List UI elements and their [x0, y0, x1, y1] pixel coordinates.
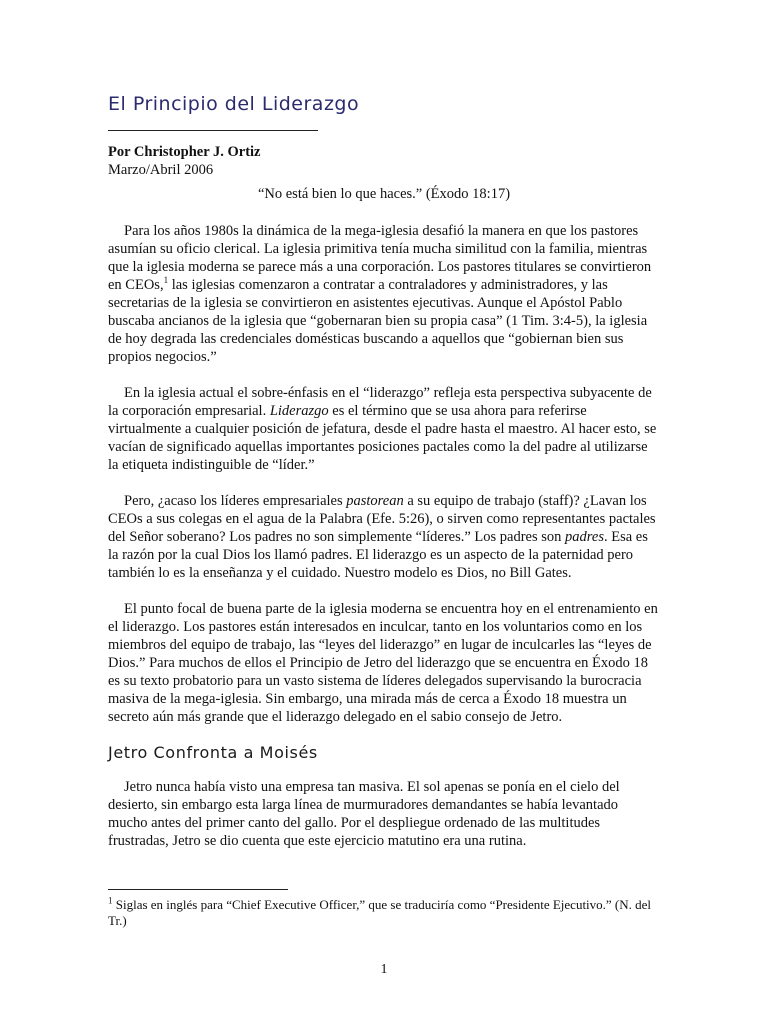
author: Por Christopher J. Ortiz — [108, 144, 261, 160]
paragraph-3 — [108, 492, 660, 582]
footnote-reference: 1 — [163, 275, 169, 286]
emphasis-text: padres — [565, 529, 604, 545]
section-heading: Jetro Confronta a Moisés — [108, 743, 318, 762]
paragraph-text: . Esa es la razón por la cual Dios los llamó padres. El liderazgo es un aspecto de la paternidad pero también lo es la enseñanza y el cuidado. Nuestro modelo es Dios, no Bill Gates. — [108, 529, 648, 581]
footnote-text: Siglas en inglés para “Chief Executive Officer,” que se traduciría como “Presidente Ejecutivo.” (N. del Tr.) — [108, 897, 652, 928]
paragraph-1 — [108, 222, 660, 366]
paragraph-5: Jetro nunca había visto una empresa tan masiva. El sol apenas se ponía en el cielo del desierto, sin embargo esta larga línea de murmuradores demandantes se había levantado mucho antes del primer canto del gallo. Por el despliegue ordenado de las multitudes frustradas, Jetro se dio cuenta que este ejercicio matutino era una rutina. — [108, 779, 620, 849]
page-number: 1 — [380, 962, 388, 977]
footnote-marker: 1 — [108, 895, 113, 906]
paragraph-text: Para los años 1980s la dinámica de la mega-iglesia desafió la manera en que los pastores asumían su oficio clerical. La iglesia primitiva tenía mucha similitud con la familia, mientras que la iglesia moderna se parece más a una corporación. Los pastores titulares se convirtieron en CEOs, — [108, 223, 652, 293]
paragraph-text: Pero, ¿acaso los líderes empresariales — [124, 493, 347, 509]
paragraph-text: En la iglesia actual el sobre-énfasis en el “liderazgo” refleja esta perspectiva subyacente de la corporación empresarial. — [108, 385, 652, 419]
paragraph-2 — [108, 384, 660, 474]
emphasis-text: Liderazgo — [269, 403, 329, 419]
footnote-separator — [108, 889, 288, 890]
publication-date: Marzo/Abril 2006 — [108, 162, 214, 178]
paragraph-text: las iglesias comenzaron a contratar a contraladores y administradores, y las secretarias de la iglesia se convirtieron en asistentes ejecutivas. Aunque el Apóstol Pablo buscaba ancianos de la iglesia que “gobernaran bien su propia casa” (1 Tim. 3:4-5), la iglesia de hoy degrada las credenciales domésticas buscando a aquellos que “gobiernan bien sus propios negocios.” — [108, 277, 648, 365]
title-underline — [108, 130, 318, 131]
paragraph-text: es el término que se usa ahora para referirse virtualmente a cualquier posición de jefatura, desde el padre hasta el maestro. Al hacer esto, se vacían de significado aquellas importantes posiciones pactales como la del padre al utilizarse la etiqueta indistinguible de “líder.” — [108, 403, 657, 473]
epigraph: “No está bien lo que haces.” (Éxodo 18:17) — [257, 186, 511, 202]
paragraph-4: El punto focal de buena parte de la iglesia moderna se encuentra hoy en el entrenamiento en el liderazgo. Los pastores están interesados en inculcar, tanto en los voluntarios como en los miembros del equipo de trabajo, las “leyes del liderazgo” en lugar de inculcarles las “leyes de Dios.” Para muchos de ellos el Principio de Jetro del liderazgo que se encuentra en Éxodo 18 es su texto probatorio para un vasto sistema de líderes delegados supervisando la burocracia masiva de la mega-iglesia. Sin embargo, una mirada más de cerca a Éxodo 18 muestra un secreto aún más grande que el liderazgo delegado en el sabio consejo de Jetro. — [108, 601, 658, 725]
paragraph-text: a su equipo de trabajo (staff)? ¿Lavan los CEOs a sus colegas en el agua de la Palabra (Efe. 5:26), o sirven como representantes pactales del Señor soberano? Los padres no son simplemente “líderes.” Los padres son — [108, 493, 656, 545]
footnote — [108, 897, 660, 929]
article-body — [108, 222, 660, 850]
document-title: El Principio del Liderazgo — [108, 93, 360, 115]
byline — [108, 143, 261, 179]
emphasis-text: pastorean — [346, 493, 404, 509]
